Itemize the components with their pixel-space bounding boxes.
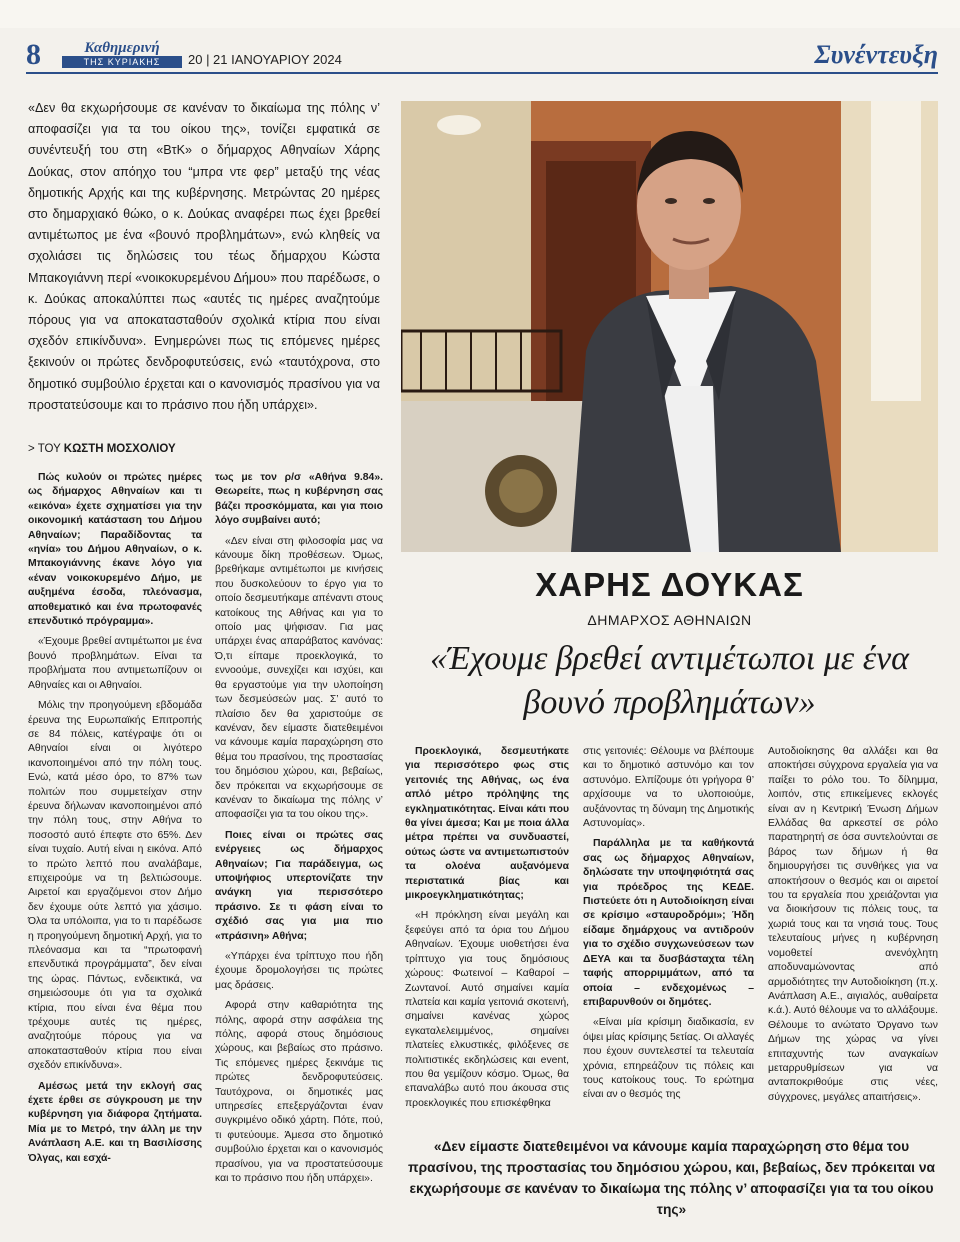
column-4 [583,745,754,1109]
portrait-photo [401,101,938,552]
interviewee-name: ΧΑΡΗΣ ΔΟΥΚΑΣ [535,566,804,603]
column-3 [405,745,569,1117]
masthead-logo [62,41,182,68]
answer-paragraph: «Είναι μία κρίσιμη διαδικασία, εν όψει μίας κρίσιμης 5ετίας. Οι αλλαγές που έχουν συντελεστεί τα τελευταία χρόνια, επηρεάζουν τις πόλεις και τους κατοίκους τους. Το ερώτημα είναι αν ο θεσμός της [583,1017,754,1101]
answer-paragraph: Αφορά στην καθαριότητα της πόλης, αφορά στην ασφάλεια της πόλης, αφορά στους δημόσιους χώρους, και βεβαίως στο πράσινο. Τις επόμενες ημέρες ξεκινάμε τις πρώτες δενδροφυτεύσεις. Ταυτόχρονα, οι δημοτικές μας υπηρεσίες επεξεργάζονται έναν συγκριμένο οδικό χάρτη. Πότε, πού, τι φυτεύουμε. Άμεσα στο δημοτικό συμβούλιο έρχεται και ο κανονισμός πρασίνου, για να προστατεύσουμε και το πράσινο που ήδη υπάρχει». [215,1000,383,1185]
pull-quote: «Δεν είμαστε διατεθειμένοι να κάνουμε καμία παραχώρηση στο θέμα του πρασίνου, της προστασίας του δημόσιου χώρου, και, βεβαίως, δεν πρόκειται να εκχωρήσουμε σε κανέναν το δικαίωμα της πόλης ν’ αποφασίζει για τα του οίκου της» [408,1139,935,1217]
section-title: Συνέντευξη [814,40,938,69]
portrait-illustration [401,101,938,552]
masthead-title: Καθημερινή [84,40,160,56]
interviewee-role: ΔΗΜΑΡΧΟΣ ΑΘΗΝΑΙΩΝ [587,612,752,628]
answer-paragraph: «Υπάρχει ένα τρίπτυχο που ήδη έχουμε δρομολογήσει τις πρώτες μας δράσεις. [215,951,383,991]
byline [28,443,380,455]
page-number: 8 [26,38,41,71]
question-continuation: τως με τον ρ/σ «Αθήνα 9.84». Θεωρείτε, πως η κυβέρνηση σας βάζει προσκόμματα, και για ποιο λόγο συμβαίνει αυτό; [215,472,383,527]
column-1 [28,471,202,1172]
answer-paragraph: «Δεν είναι στη φιλοσοφία μας να κάνουμε δίκη προθέσεων. Όμως, βρεθήκαμε αντιμέτωποι με κινήσεις που δυσκολεύουν το έργο για το οποίο δεσμευτήκαμε απέναντι στους κατοίκους της Αθήνας και για το οποίο μας ψήφισαν. Για μας υπάρχει ένας απαράβατος κανόνας: Ό,τι είπαμε προεκλογικά, το εννοούμε, συνεχίζει και ισχύει, και θα εργαστούμε για την υλοποίηση των δεσμεύσεών μας. Σ’ αυτό το πλαίσιο δεν θα χαριστούμε σε κανέναν, δεν είμαστε διατεθειμένοι να κάνουμε καμία παραχώρηση στο θέμα του πρασίνου, της προστασίας του δημόσιου χώρου, και, βεβαίως, δεν πρόκειται να εκχωρήσουμε σε κανέναν το δικαίωμα της πόλης ν’ αποφασίζει για τα του οίκου της». [215,535,383,821]
answer-paragraph: «Έχουμε βρεθεί αντιμέτωποι με ένα βουνό προβλημάτων. Είναι τα προβλήματα που αντιμετωπίζουν οι Αθηναίες και οι Αθηναίοι. [28,636,202,691]
column-2 [215,471,383,1193]
byline-prefix: > ΤΟΥ [28,443,64,455]
issue-date: 20 | 21 ΙΑΝΟΥΑΡΙΟΥ 2024 [188,52,342,67]
headline: «Έχουμε βρεθεί αντιμέτωποι με ένα βουνό προβλημάτων» [429,640,910,721]
question-4: Προεκλογικά, δεσμευτήκατε για περισσότερο φως στις γειτονιές της Αθήνας, ως ένα απλό μέτρο πρόληψης της εγκληματικότητας. Είναι κάτι που θα γίνει άμεσα; Και με ποια άλλα μέτρα πρέπει να συνδυαστεί, ούτως ώστε να αντιμετωπιστούν τα ολοένα αυξανόμενα περιστατικά βίας και μικροεγκληματικότητας; [405,746,569,902]
answer-continuation: στις γειτονιές: Θέλουμε να βλέπουμε και το δημοτικό αστυνόμο και τον αστυνόμο. Ελπίζουμε ότι γρήγορα θ’ αρχίσουμε να το υλοποιούμε, αυξάνοντας τη δύναμη της Δημοτικής Αστυνομίας». [583,746,754,830]
question-1: Πώς κυλούν οι πρώτες ημέρες ως δήμαρχος Αθηναίων και τι «εικόνα» έχετε σχηματίσει για την οικονομική κατάσταση του Δήμου Αθηναίων; Παραδίδοντας τα «ηνία» του Δήμου Αθηναίων, ο κ. Μπακογιάννης έκανε λόγο για «έναν νοικοκυρεμένο Δήμο, με αυξημένα έσοδα, πλεόνασμα, αποθεματικό και ένα πρωτοφανές επενδυτικό πρόγραμμα». [28,472,202,628]
masthead-subtitle: ΤΗΣ ΚΥΡΙΑΚΗΣ [62,56,182,68]
answer-paragraph: Μόλις την προηγούμενη εβδομάδα έρευνα της Ευρωπαϊκής Επιτροπής σε 84 πόλεις, κατέγραψε ότι οι Αθηναίοι είναι οι λιγότερο ικανοποιημένοι από την πόλη τους. Ενώ, κατά μέσο όρο, το 87% των πολιτών που συμμετείχαν στην έρευνα δήλωναν ικανοποιημένοι από την πόλη τους, στην Αθήνα το ποσοστό αυτό έπεφτε στο 65%. Δεν είναι τυχαίο. Αυτή είναι η εικόνα. Από το πρώτο λεπτό που αναλάβαμε, επιχειρούμε να τη βελτιώσουμε. Αιρετοί και εργαζόμενοι στον Δήμο δεν έχουμε ούτε λεπτό για χάσιμο. Όλα τα υπόλοιπα, για το τι παρέδωσε η προηγούμενη δημοτική Αρχή, για το πλεόνασμα και τα “πρωτοφανή επενδυτικά προγράμματα”, δεν είναι της ώρας. Πάντως, ενδεικτικά, να σημειώσουμε ότι για τα σχολικά κτίρια, που είναι ένα θέμα που τρέχουμε αυτές τις ημέρες, αναζητούμε πόρους για να αποκατασταθούν κτίρια που είναι σχεδόν επικίνδυνα». [28,700,202,1072]
page-header [26,38,938,74]
column-5 [768,745,938,1111]
question-2: Αμέσως μετά την εκλογή σας έχετε έρθει σε σύγκρουση με την κυβέρνηση για διάφορα ζητήματα. Μία με το Μετρό, την άλλη με την Ανάπλαση Α.Ε. και τη Βασιλίσσης Όλγας, και εσχά- [28,1080,202,1164]
question-5: Παράλληλα με τα καθήκοντά σας ως δήμαρχος Αθηναίων, δηλώσατε την υποψηφιότητά σας για πρόεδρος της ΚΕΔΕ. Πιστεύετε ότι η Αυτοδιοίκηση είναι σε κρίσιμο «σταυροδρόμι»; Ήδη είδαμε δημάρχους να αντιδρούν για το σχέδιο συγχωνεύσεων των ΔΕΥΑ και τα δυσβάσταχτα τέλη ταφής απορριμμάτων, από τα οποία – ενδεχομένως – επιβαρυνθούν οι δημότες. [583,838,754,1008]
byline-author: ΚΩΣΤΗ ΜΟΣΧΟΛΙΟΥ [63,443,176,455]
answer-paragraph: «Η πρόκληση είναι μεγάλη και ξεφεύγει από τα όρια του Δήμου Αθηναίων. Έχουμε υιοθετήσει ένα τρίπτυχο για τους δημόσιους χώρους: Φωτεινοί – Καθαροί – Ζωντανοί. Αυτό σημαίνει καμία πλατεία και καμία γειτονιά σκοτεινή, σημαίνει κανένας χώρος εγκαταλελειμμένος, σημαίνει πλατείες ελκυστικές, φιλόξενες σε πολιτιστικές εκδηλώσεις και event, που θα γεμίζουν κόσμο. Όμως, θα επαναλάβω αυτό που άκουσα στις προεκλογικές που επισκέφθηκα [405,910,569,1109]
top-strip [0,0,960,28]
question-3: Ποιες είναι οι πρώτες σας ενέργειες ως δήμαρχος Αθηναίων; Για παράδειγμα, ως υποψήφιος υπερτονίζατε την ανάγκη για περισσότερο πράσινο. Σε τι φάση είναι το σχέδιό σας για μια πιο «πράσινη» Αθήνα; [215,829,383,942]
answer-continuation: Αυτοδιοίκησης θα αλλάξει και θα αποκτήσει σύγχρονα εργαλεία για να παίξει το ρόλο του. Το δίλημμα, λοιπόν, στις επικείμενες εκλογές είναι αν η Κεντρική Ένωση Δήμων Ελλάδας θα αρκεστεί σε ρόλο παρατηρητή σε όσα συντελούνται σε βάρος των δήμων ή θα δημιουργήσει τις συνθήκες για να αποκτήσουν ο θεσμός και οι αιρετοί του τα εργαλεία που χρειάζονται για να διοικήσουν τις πόλεις τους, τα χωριά τους και τα νησιά τους. Τους τελευταίους μήνες η κυβέρνηση νομοθετεί ανενόχλητη αποδυναμώνοντας από αρμοδιότητες την Αυτοδιοίκηση (π.χ. Ανάπλαση Α.Ε., αιγιαλός, αυθαίρετα κ.ά.). Αυτό θέλουμε να το αλλάξουμε. Θέλουμε το ανώτατο Όργανο των Δήμων της χώρας να γίνει επιταχυντής των αναγκαίων μεταρρυθμίσεων για να ανταποκριθούμε στις νέες, σύγχρονες, μεγάλες απαιτήσεις». [768,746,938,1103]
lead-paragraph: «Δεν θα εκχωρήσουμε σε κανέναν το δικαίωμα της πόλης ν’ αποφασίζει για τα του οίκου της», τονίζει εμφατικά σε συνέντευξή του στη «ΒτΚ» ο δήμαρχος Αθηναίων Χάρης Δούκας, στον απόηχο του “μπρα ντε φερ” μεταξύ της νέας δημοτικής Αρχής και της κυβέρνησης. Μετρώντας 20 ημέρες στο δημαρχιακό θώκο, ο κ. Δούκας αναφέρει πως έχει βρεθεί αντιμέτωπος με ένα «βουνό προβλημάτων», ενώ κληθείς να σχολιάσει τις δηλώσεις του τέως δήμαρχου Κώστα Μπακογιάννη περί «νοικοκυρεμένου Δήμου» που παρέδωσε, ο κ. Δούκας αποκαλύπτει πως «αυτές τις ημέρες αναζητούμε πόρους για να αποκατασταθούν σχολικά κτίρια που είναι σχεδόν επικίνδυνα». Ενημερώνει πως τις επόμενες ημέρες ξεκινούν οι πρώτες δενδροφυτεύσεις, ενώ «ταυτόχρονα, στο δημοτικό συμβούλιο έρχεται και ο κανονισμός πρασίνου για να προστατεύσουμε και το πράσινο που ήδη υπάρχει». [28,101,380,412]
